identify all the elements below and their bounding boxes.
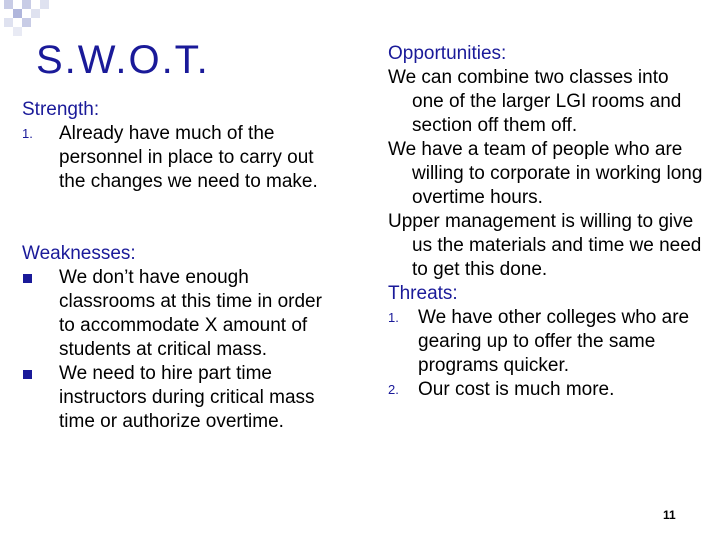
threat-item-text: We have other colleges who are gearing up to offer the same programs quicker. (418, 307, 690, 376)
weaknesses-heading: Weaknesses: (22, 243, 136, 264)
strength-item (22, 122, 322, 194)
opportunity-line: We have a team of people who are willing to corporate in working long overtime hours. (388, 139, 703, 208)
weakness-item-text: We need to hire part time instructors during critical mass time or authorize overtime. (59, 363, 315, 432)
slide-title: S.W.O.T. (36, 38, 210, 82)
list-number: 1. (388, 310, 399, 325)
list-number: 2. (388, 382, 399, 397)
weakness-item (22, 266, 322, 362)
weakness-item (22, 362, 322, 434)
threat-item (388, 306, 704, 378)
opportunities-heading: Opportunities: (388, 43, 507, 64)
strength-item-text: Already have much of the personnel in place to carry out the changes we need to make. (59, 123, 318, 192)
square-bullet-icon (23, 274, 32, 283)
right-column (388, 42, 704, 402)
threat-item-text: Our cost is much more. (418, 379, 615, 400)
weakness-item-text: We don’t have enough classrooms at this time in order to accommodate X amount of students at critical mass. (59, 267, 322, 360)
left-column (22, 98, 322, 434)
corner-decoration (0, 0, 60, 40)
threat-item (388, 378, 704, 402)
threats-heading: Threats: (388, 283, 458, 304)
opportunity-line: Upper management is willing to give us the materials and time we need to get this done. (388, 211, 702, 280)
strength-heading: Strength: (22, 99, 100, 120)
square-bullet-icon (23, 370, 32, 379)
page-number: 11 (663, 508, 676, 522)
list-number: 1. (22, 126, 33, 141)
opportunity-line: We can combine two classes into one of the larger LGI rooms and section off them off. (388, 67, 682, 136)
